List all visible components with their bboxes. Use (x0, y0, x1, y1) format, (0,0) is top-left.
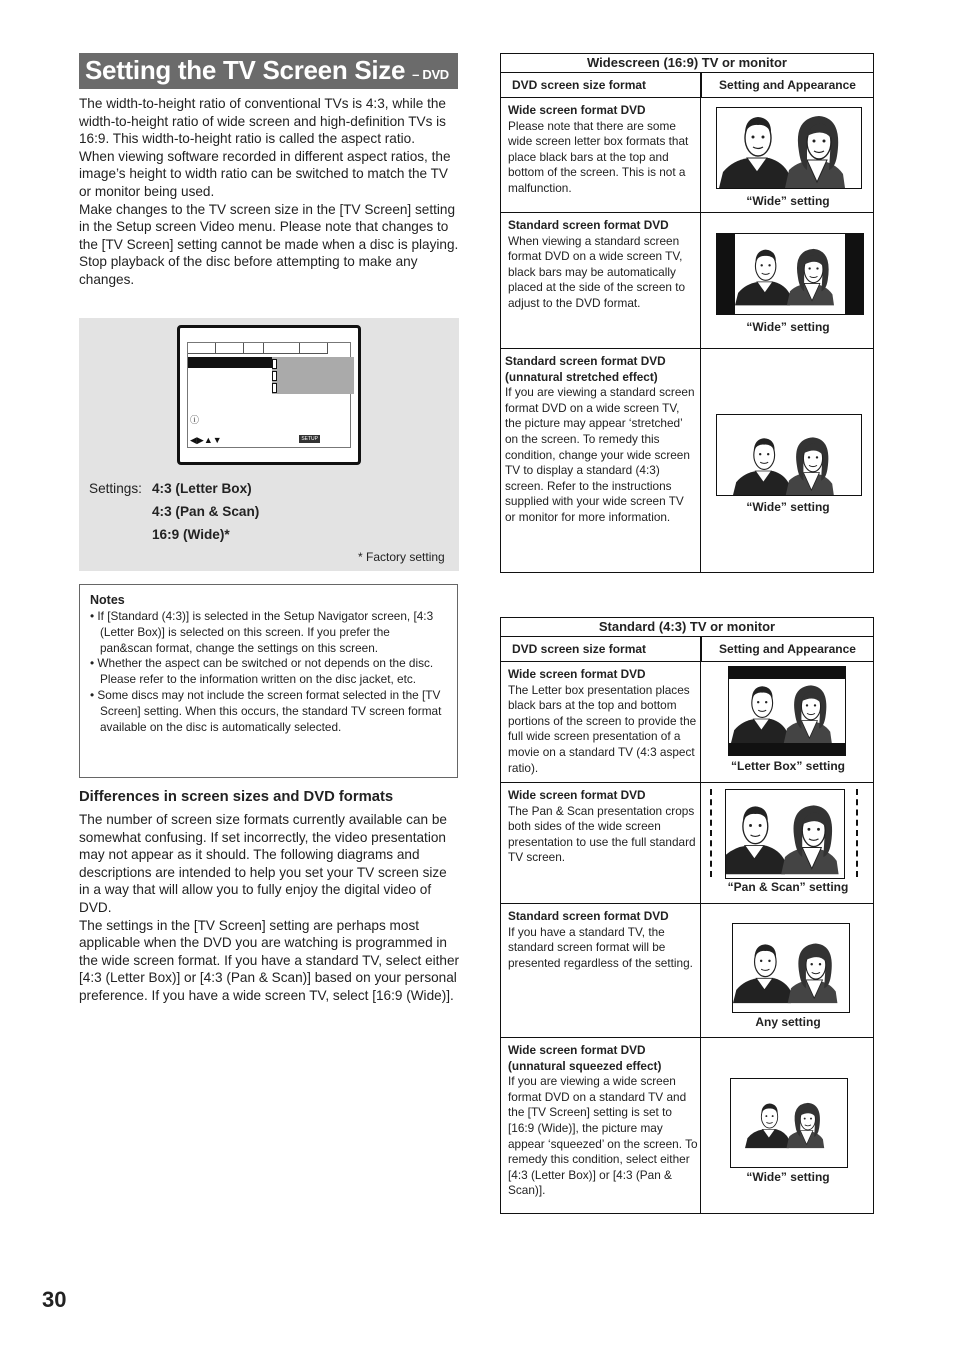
table-row (501, 903, 873, 1038)
table-row (501, 661, 873, 783)
menu-tab (264, 343, 300, 354)
section-heading: Differences in screen sizes and DVD formats (79, 789, 394, 805)
settings-label: Settings: (89, 481, 142, 496)
intro-paragraph: When viewing software recorded in different aspect ratios, the image’s height to width ratio can be switched to match the TV or monitor being used. (79, 148, 451, 199)
setting-caption: “Pan & Scan” setting (727, 880, 849, 894)
intro-paragraph: Make changes to the TV screen size in the [TV Screen] setting in the Setup screen Video menu. Please note that changes to the [TV Screen] setting cannot be made when a disc is playing. Stop playback of the disc before attempting to make any changes. (79, 201, 459, 287)
page-number: 30 (42, 1287, 67, 1312)
differences-text (79, 811, 461, 1005)
table-row (501, 97, 873, 213)
notes-title: Notes (90, 593, 125, 607)
screen-image (728, 666, 846, 756)
table-row (501, 348, 873, 572)
setup-screen-illustration (177, 325, 361, 465)
page-title: Setting the TV Screen Size – DVD (85, 55, 449, 85)
setting-caption: “Wide” setting (746, 194, 830, 208)
table-row (501, 1037, 873, 1213)
table-title: Standard (4:3) TV or monitor (501, 618, 873, 637)
row-description: Standard screen format DVD When viewing a standard screen format DVD on a wide screen TV, black bars may be automatically placed at the side of the screen to adjust to the DVD format. (508, 218, 686, 310)
screen-image (716, 107, 862, 189)
selected-menu-row (188, 357, 272, 368)
column-header: DVD screen size format (512, 73, 646, 98)
settings-option: 4:3 (Pan & Scan) (152, 504, 260, 519)
table-row (501, 782, 873, 904)
table-row (501, 212, 873, 349)
screen-image (716, 233, 864, 315)
options-highlight (272, 357, 354, 394)
column-header: DVD screen size format (512, 637, 646, 662)
row-description: Wide screen format DVD The Letter box presentation places black bars at the top and bottom portions of the screen to provide the full wide screen presentation of a movie on a standard TV (4:3 aspect ratio). (508, 667, 697, 775)
row-description: Wide screen format DVD Please note that there are some wide screen letter box formats that place black bars at the top and bottom of the screen. This is not a malfunction. (508, 103, 689, 195)
column-header: Setting and Appearance (701, 637, 873, 662)
row-description: Wide screen format DVD The Pan & Scan presentation crops both sides of the wide screen presentation to use the full standard TV screen. (508, 788, 696, 865)
option-marker (272, 383, 277, 393)
settings-option: 16:9 (Wide)* (152, 527, 230, 542)
row-description: Wide screen format DVD (unnatural squeezed effect) If you are viewing a wide screen format DVD on a standard TV and the [TV Screen] setting is set to [16:9 (Wide)], the picture may appear ‘squeezed’ on the screen. To remedy this condition, select either [4:3 (Letter Box)] or [4:3 (Pan & Scan)]. (508, 1043, 698, 1198)
widescreen-table (500, 53, 874, 573)
settings-option: 4:3 (Letter Box) (152, 481, 252, 496)
intro-paragraph: The width-to-height ratio of conventional TVs is 4:3, while the width-to-height ratio of wide screen and high-definition TVs is 16:9. This width-to-height ratio is called the aspect ratio. (79, 96, 446, 147)
menu-tab (216, 343, 244, 354)
setting-caption: “Wide” setting (746, 1170, 830, 1184)
info-icon: ⓘ (190, 415, 200, 425)
screen-image (716, 414, 862, 496)
screen-image (732, 923, 850, 1013)
setting-caption: “Wide” setting (746, 320, 830, 334)
setting-caption: Any setting (755, 1015, 821, 1029)
factory-setting-note: * Factory setting (358, 550, 445, 564)
note-item: • Whether the aspect can be switched or not depends on the disc. Please refer to the information written on the disc jacket, etc. (90, 656, 434, 687)
note-item: • If [Standard (4:3)] is selected in the Setup Navigator screen, [4:3 (Letter Box)] is selected on this screen. If you prefer the pan&scan format, change the settings on this screen. (90, 609, 434, 655)
standard-table (500, 617, 874, 1214)
note-item: • Some discs may not include the screen format selected in the [TV Screen] setting. When this occurs, the standard TV screen format available on the disc is automatically selected. (90, 687, 442, 734)
differences-paragraph: The number of screen size formats currently available can be somewhat confusing. If set incorrectly, the video presentation may not appear as it should. The following diagrams and descriptions are intended to help you set your TV screen size in a way that will allow you to fully enjoy the digital video of DVD. (79, 812, 447, 915)
arrow-keys-icon: ◀▶▲▼ (190, 435, 222, 445)
option-marker (272, 359, 277, 369)
menu-tab (244, 343, 264, 354)
row-description: Standard screen format DVD If you have a standard TV, the standard screen format will be presented regardless of the setting. (508, 909, 693, 970)
screen-image (725, 789, 845, 879)
differences-paragraph: The settings in the [TV Screen] setting are perhaps most applicable when the DVD you are watching is programmed in the wide screen format. If you have a standard TV, select either [4:3 (Letter Box)] or [4:3 (Pan & Scan)] based on your personal preference. If you have a wide screen TV, select [16:9 (Wide)]. (79, 917, 460, 1003)
setup-button-icon: SETUP (301, 436, 318, 442)
row-description: Standard screen format DVD (unnatural stretched effect) If you are viewing a standard screen format DVD on a wide screen TV, the picture may appear ‘stretched’ on the screen. To remedy this condition, change your wide screen TV to display a standard (4:3) screen. Refer to the instructions supplied with your wide screen TV or monitor for more information. (505, 354, 695, 524)
column-header: Setting and Appearance (701, 73, 873, 98)
screen-image (730, 1078, 848, 1168)
table-title: Widescreen (16:9) TV or monitor (501, 54, 873, 73)
option-marker (272, 371, 277, 381)
intro-text (79, 95, 461, 289)
menu-tab (300, 343, 328, 354)
setting-caption: “Letter Box” setting (730, 759, 845, 773)
setting-caption: “Wide” setting (746, 500, 830, 514)
menu-tab (188, 343, 216, 354)
page-title-sub: – DVD (412, 67, 449, 82)
notes-box (79, 584, 458, 778)
